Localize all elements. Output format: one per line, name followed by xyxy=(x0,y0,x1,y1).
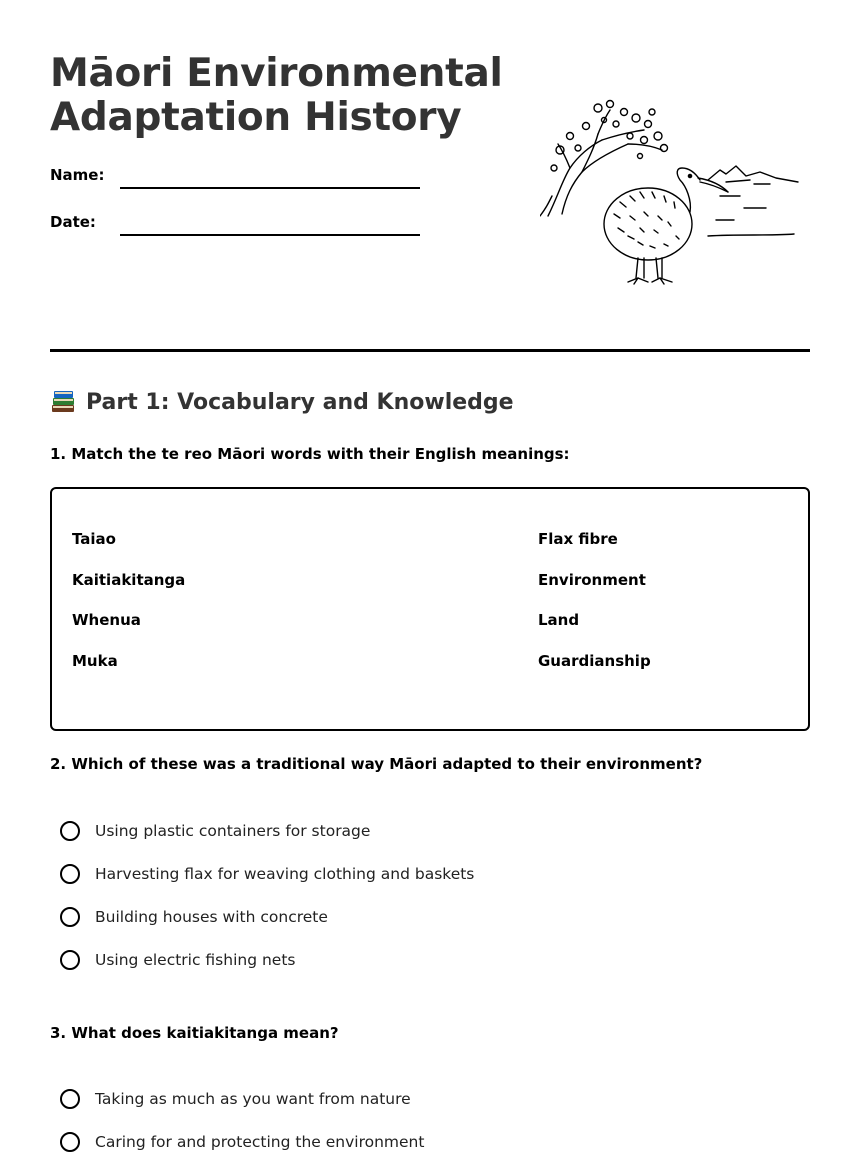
option-label: Taking as much as you want from nature xyxy=(95,1090,411,1108)
question-2: 2. Which of these was a traditional way Māori adapted to their environment? xyxy=(50,755,703,773)
match-left-column xyxy=(72,529,185,691)
name-label: Name: xyxy=(50,166,105,184)
q2-option-4[interactable] xyxy=(60,950,296,970)
title-line-1: Māori Environmental xyxy=(50,51,503,96)
q2-option-3[interactable] xyxy=(60,907,328,927)
section-divider xyxy=(50,349,810,352)
q2-option-2[interactable] xyxy=(60,864,474,884)
q2-option-1[interactable] xyxy=(60,821,370,841)
radio-button[interactable] xyxy=(60,1132,80,1152)
part1-title: Part 1: Vocabulary and Knowledge xyxy=(86,389,514,415)
books-icon xyxy=(50,389,76,415)
option-label: Harvesting flax for weaving clothing and baskets xyxy=(95,865,475,883)
match-term: Taiao xyxy=(72,530,116,548)
match-right-column xyxy=(538,529,651,691)
part1-heading xyxy=(50,389,514,415)
match-meaning: Land xyxy=(538,611,580,630)
option-label: Using plastic containers for storage xyxy=(95,822,371,840)
option-label: Building houses with concrete xyxy=(95,908,328,926)
q3-option-1[interactable] xyxy=(60,1089,411,1109)
radio-button[interactable] xyxy=(60,950,80,970)
matching-box xyxy=(50,487,810,731)
match-term: Whenua xyxy=(72,611,141,630)
match-term: Kaitiakitanga xyxy=(72,570,186,589)
match-meaning: Flax fibre xyxy=(538,530,618,548)
question-1: 1. Match the te reo Māori words with their English meanings: xyxy=(50,445,570,463)
date-field[interactable] xyxy=(120,234,420,236)
question-3: 3. What does kaitiakitanga mean? xyxy=(50,1024,339,1042)
kiwi-bird-illustration xyxy=(540,96,805,296)
match-meaning: Environment xyxy=(538,570,646,589)
q3-option-2[interactable] xyxy=(60,1132,424,1152)
worksheet-title xyxy=(50,52,520,140)
radio-button[interactable] xyxy=(60,907,80,927)
option-label: Caring for and protecting the environment xyxy=(95,1133,425,1151)
radio-button[interactable] xyxy=(60,821,80,841)
radio-button[interactable] xyxy=(60,864,80,884)
match-meaning: Guardianship xyxy=(538,651,651,670)
radio-button[interactable] xyxy=(60,1089,80,1109)
option-label: Using electric fishing nets xyxy=(95,951,296,969)
title-line-2: Adaptation History xyxy=(50,95,462,140)
date-label: Date: xyxy=(50,213,96,231)
name-field[interactable] xyxy=(120,187,420,189)
match-term: Muka xyxy=(72,651,118,670)
